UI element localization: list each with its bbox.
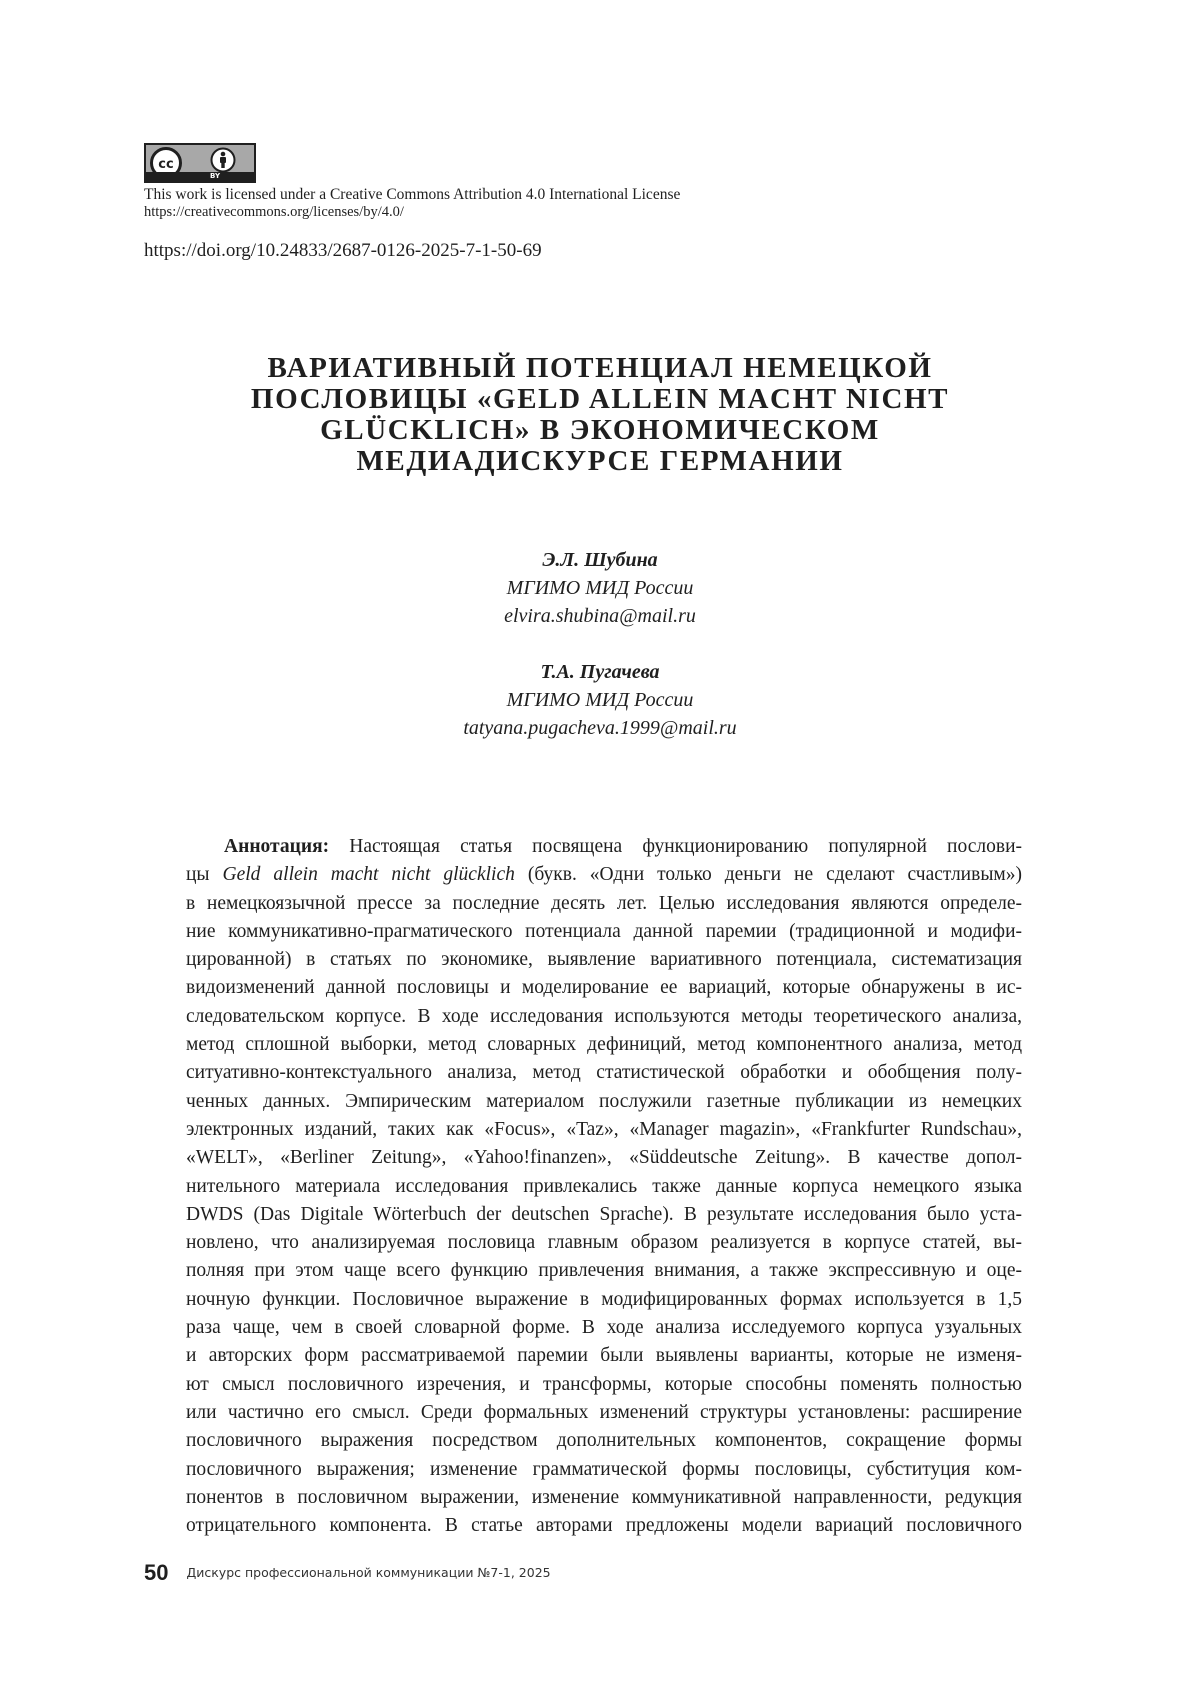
abstract-line: цированной) в статьях по экономике, выявление вариативного потенциала, систематизация	[186, 949, 1022, 971]
abstract-line: в немецкоязычной прессе за последние десять лет. Целью исследования являются определе-	[186, 892, 1022, 914]
abstract	[186, 833, 1022, 1540]
journal-name: Дискурс профессиональной коммуникации №7-1, 2025	[186, 1565, 551, 1580]
abstract-text: (букв. «Одни только деньги не сделают счастливым»)	[527, 864, 1023, 886]
abstract-line: видоизменений данной пословицы и моделирование ее вариаций, которые обнаружены в ис-	[186, 977, 1022, 999]
page-footer	[144, 1560, 551, 1586]
title-line: МЕДИАДИСКУРСЕ ГЕРМАНИИ	[356, 445, 844, 477]
author-block	[300, 546, 900, 630]
abstract-line: полняя при этом чаще всего функцию привлечения внимания, а также экспрессивную и оце-	[186, 1260, 1022, 1282]
abstract-line: нительного материала исследования привлекались также данные корпуса немецкого языка	[186, 1175, 1022, 1197]
abstract-text: цы	[186, 864, 210, 886]
author-affiliation: МГИМО МИД России	[506, 577, 694, 599]
author-block	[300, 658, 900, 742]
proverb-italic: Geld allein macht nicht glücklich	[222, 864, 515, 886]
attribution-person-icon	[210, 147, 236, 173]
abstract-label: Аннотация:	[224, 836, 330, 857]
abstract-line: пословичного выражения посредством дополнительных компонентов, сокращение формы	[186, 1430, 1022, 1452]
author-name: Э.Л. Шубина	[542, 549, 658, 571]
license-statement: This work is licensed under a Creative Commons Attribution 4.0 International License	[144, 186, 681, 203]
abstract-line	[186, 833, 1022, 861]
abstract-line: новлено, что анализируемая пословица главным образом реализуется в корпусе статей, вы-	[186, 1232, 1022, 1254]
page-number: 50	[144, 1560, 169, 1585]
abstract-line: ченных данных. Эмпирическим материалом послужили газетные публикации из немецких	[186, 1090, 1022, 1112]
abstract-line: или частично его смысл. Среди формальных изменений структуры установлены: расширение	[186, 1401, 1022, 1423]
abstract-line: ситуативно-контекстуального анализа, метод статистической обработки и обобщения полу-	[186, 1062, 1022, 1084]
abstract-line: раза чаще, чем в своей словарной форме. В ходе анализа исследуемого корпуса узуальных	[186, 1317, 1022, 1339]
abstract-line: ние коммуникативно-прагматического потенциала данной паремии (традиционной и модифи-	[186, 920, 1022, 942]
abstract-line: следовательском корпусе. В ходе исследования используются методы теоретического анализа,	[186, 1005, 1022, 1027]
author-affiliation: МГИМО МИД России	[506, 689, 694, 711]
doi-link[interactable]: https://doi.org/10.24833/2687-0126-2025-7-1-50-69	[144, 240, 542, 261]
cc-by-license-badge	[144, 143, 256, 183]
abstract-line: понентов в пословичном выражении, изменение коммуникативной направленности, редукция	[186, 1486, 1022, 1508]
abstract-text: Настоящая статья посвящена функционированию популярной послови-	[349, 836, 1023, 857]
abstract-line: «WELT», «Berliner Zeitung», «Yahoo!finanzen», «Süddeutsche Zeitung». В качестве допол-	[186, 1147, 1022, 1169]
title-line: ПОСЛОВИЦЫ «GELD ALLEIN MACHT NICHT	[250, 383, 950, 415]
abstract-line: ют смысл пословичного изречения, и трансформы, которые способны поменять полностью	[186, 1373, 1022, 1395]
abstract-line	[186, 861, 1022, 889]
abstract-line: DWDS (Das Digitale Wörterbuch der deutschen Sprache). В результате исследования было уста-	[186, 1203, 1022, 1225]
author-email[interactable]: tatyana.pugacheva.1999@mail.ru	[463, 717, 737, 739]
abstract-line: и авторских форм рассматриваемой паремии были выявлены варианты, которые не изменя-	[186, 1345, 1022, 1367]
badge-strip	[146, 172, 254, 181]
abstract-line: метод сплошной выборки, метод словарных дефиниций, метод компонентного анализа, метод	[186, 1034, 1022, 1056]
author-email[interactable]: elvira.shubina@mail.ru	[504, 605, 696, 627]
abstract-line: ночную функции. Пословичное выражение в модифицированных формах используется в 1,5	[186, 1288, 1022, 1310]
abstract-line: электронных изданий, таких как «Focus», «Taz», «Manager magazin», «Frankfurter Rundschau»,	[186, 1118, 1022, 1140]
badge-by-label: BY	[210, 172, 221, 180]
title-line: GLÜCKLICH» В ЭКОНОМИЧЕСКОМ	[320, 414, 880, 446]
svg-text:cc: cc	[158, 157, 174, 172]
author-name: Т.А. Пугачева	[540, 661, 660, 683]
article-title	[160, 353, 1040, 477]
title-line: ВАРИАТИВНЫЙ ПОТЕНЦИАЛ НЕМЕЦКОЙ	[267, 352, 933, 384]
license-url[interactable]: https://creativecommons.org/licenses/by/4.0/	[144, 204, 404, 220]
abstract-line: отрицательного компонента. В статье авторами предложены модели вариаций пословичного	[186, 1515, 1022, 1537]
abstract-line: пословичного выражения; изменение грамматической формы пословицы, субституция ком-	[186, 1458, 1022, 1480]
